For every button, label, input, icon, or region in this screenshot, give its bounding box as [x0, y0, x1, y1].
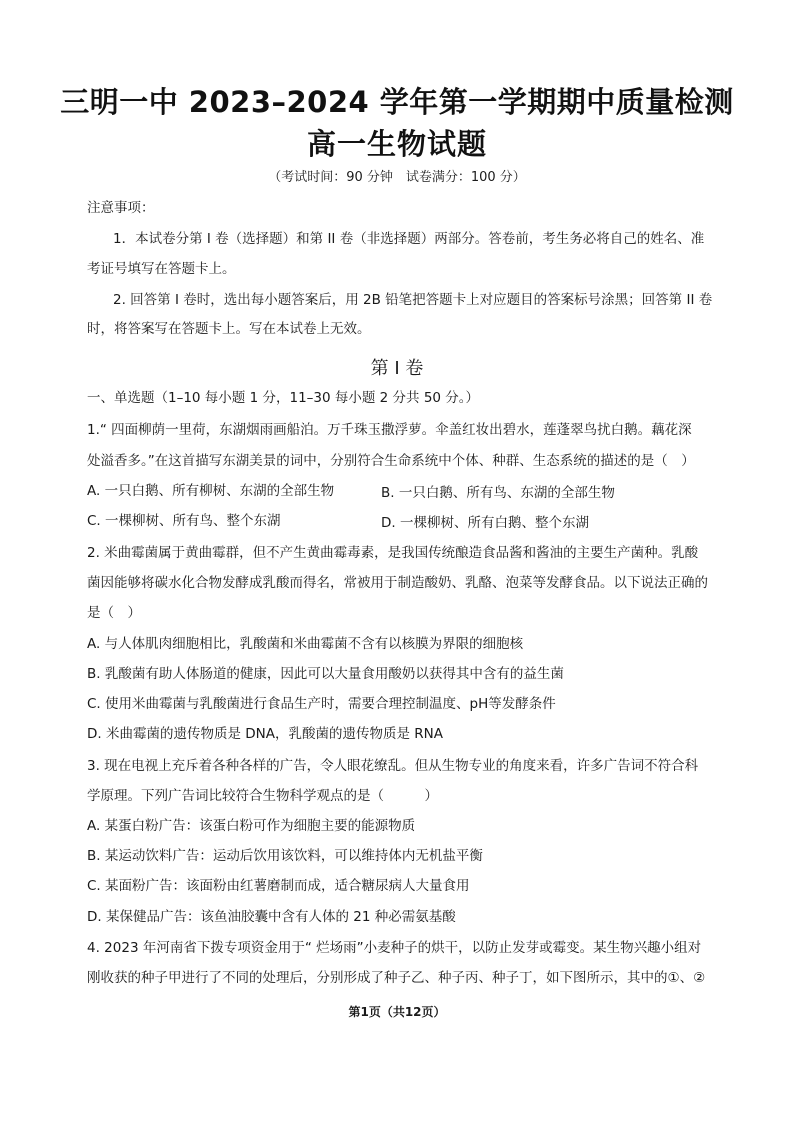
q2-option-d: D. 米曲霉菌的遗传物质是 DNA，乳酸菌的遗传物质是 RNA — [87, 726, 444, 742]
q3-stem-line-1: 3. 现在电视上充斥着各种各样的广告，令人眼花缭乱。但从生物专业的角度来看，许多广告词不符合科 — [87, 758, 699, 774]
q3-option-b: B. 某运动饮料广告：运动后饮用该饮料，可以维持体内无机盐平衡 — [87, 848, 483, 864]
q4-stem-line-2: 刚收获的种子甲进行了不同的处理后，分别形成了种子乙、种子丙、种子丁，如下图所示，其中的①、② — [87, 970, 706, 986]
q2-stem-line-3: 是（ ） — [87, 605, 141, 621]
q2-option-a: A. 与人体肌肉细胞相比，乳酸菌和米曲霉菌不含有以核膜为界限的细胞核 — [87, 636, 524, 652]
exam-info: （考试时间：90 分钟 试卷满分：100 分） — [268, 170, 526, 185]
q4-stem-line-1: 4. 2023 年河南省下拨专项资金用于“ 烂场雨”小麦种子的烘干，以防止发芽或霉变。某生物兴趣小组对 — [87, 940, 702, 956]
q1-option-b: B. 一只白鹅、所有鸟、东湖的全部生物 — [381, 485, 615, 501]
exam-subtitle: 高一生物试题 — [306, 127, 487, 161]
notice-item-2-line-2: 时，将答案写在答题卡上。写在本试卷上无效。 — [87, 321, 371, 337]
q3-option-d: D. 某保健品广告：该鱼油胶囊中含有人体的 21 种必需氨基酸 — [87, 909, 456, 925]
page-footer: 第1页（共12页） — [348, 1005, 446, 1019]
q3-stem-line-2: 学原理。下列广告词比较符合生物科学观点的是（ ） — [87, 788, 438, 804]
q2-stem-line-2: 菌因能够将碳水化合物发酵成乳酸而得名，常被用于制造酸奶、乳酪、泡菜等发酵食品。以下说法正确的 — [87, 575, 708, 591]
notice-item-2-line-1: 2. 回答第 I 卷时，选出每小题答案后，用 2B 铅笔把答题卡上对应题目的答案标号涂黑；回答第 II 卷 — [113, 292, 713, 308]
q1-option-d: D. 一棵柳树、所有白鹅、整个东湖 — [381, 515, 589, 531]
notice-item-1-line-2: 考证号填写在答题卡上。 — [87, 261, 236, 277]
exam-title: 三明一中 2023–2024 学年第一学期期中质量检测 — [60, 85, 734, 119]
section-title: 第 I 卷 — [370, 358, 424, 379]
q1-stem-line-1: 1.“ 四面柳荫一里荷，东湖烟雨画船泊。万千珠玉撒浮萝。伞盖红妆出碧水，莲蓬翠鸟扰白鹅。藕花深 — [87, 422, 692, 438]
q2-option-c: C. 使用米曲霉菌与乳酸菌进行食品生产时，需要合理控制温度、pH等发酵条件 — [87, 696, 556, 712]
q1-stem-line-2: 处溢香多。”在这首描写东湖美景的词中，分别符合生命系统中个体、种群、生态系统的描述的是（ ） — [87, 453, 695, 469]
part-heading: 一、单选题（1–10 每小题 1 分，11–30 每小题 2 分共 50 分。） — [87, 390, 480, 406]
q1-option-c: C. 一棵柳树、所有鸟、整个东湖 — [87, 513, 281, 529]
notice-heading: 注意事项： — [87, 200, 155, 216]
q1-option-a: A. 一只白鹅、所有柳树、东湖的全部生物 — [87, 483, 335, 499]
q2-option-b: B. 乳酸菌有助人体肠道的健康，因此可以大量食用酸奶以获得其中含有的益生菌 — [87, 666, 564, 682]
q3-option-a: A. 某蛋白粉广告：该蛋白粉可作为细胞主要的能源物质 — [87, 818, 416, 834]
q2-stem-line-1: 2. 米曲霉菌属于黄曲霉群，但不产生黄曲霉毒素，是我国传统酿造食品酱和酱油的主要生产菌种。乳酸 — [87, 545, 699, 561]
q3-option-c: C. 某面粉广告：该面粉由红薯磨制而成，适合糖尿病人大量食用 — [87, 878, 470, 894]
notice-item-1-line-1: 1．本试卷分第 I 卷（选择题）和第 II 卷（非选择题）两部分。答卷前，考生务必将自己的姓名、准 — [113, 231, 705, 247]
